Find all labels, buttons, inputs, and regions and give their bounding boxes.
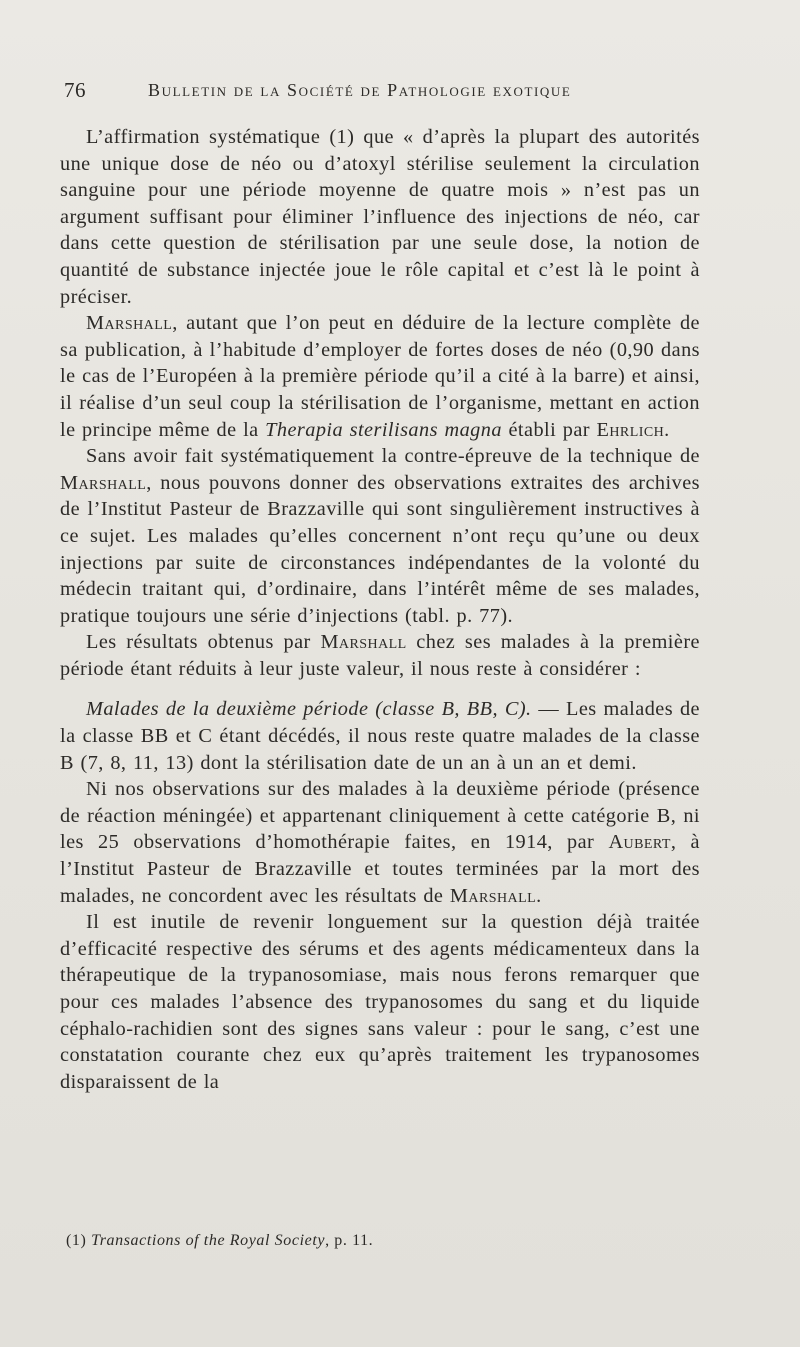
text-segment: , nous pouvons donner des observations extraites des archives de l’Institut Pasteur de Brazzaville qui sont singulièrement instructives à ce sujet. Les malades qu’elles concernent n’ont reçu qu’une ou deux injections par suite de circonstances indépendantes de la volonté du médecin traitant qui, d’ordinaire, dans l’intérêt même de ses malades, pratique toujours une série d’injections (tabl. p. 77). (60, 471, 700, 627)
paragraph-marshall-doses (60, 310, 700, 443)
footnote-marker: (1) (66, 1232, 87, 1249)
text-segment: établi par (501, 418, 597, 441)
text-segment: , à l’Institut Pasteur de Brazzaville et toutes terminées par la mort des malades, ne concordent avec les résultats de (60, 831, 700, 907)
paragraph-resultats (60, 629, 700, 682)
body-text (60, 124, 700, 1095)
text-segment: , autant que l’on peut en déduire de la lecture complète de sa publication, à l’habitude d’employer de fortes doses de néo (0,90 dans le cas de l’Européen à la première période qu’il a cité à la barre) et ainsi, il réalise d’un seul coup la stérilisation de l’organisme, mettant en action le principe même de la (60, 312, 700, 441)
latin-term: Therapia sterilisans magna (265, 418, 502, 441)
text-segment: — Les malades de la classe BB et C étant décédés, il nous reste quatre malades de la classe B (7, 8, 11, 13) dont la stérilisation date de un an à un an et demi. (60, 698, 700, 774)
paragraph-observations (60, 776, 700, 909)
author-name: Marshall (320, 631, 407, 654)
paragraph-inutile: Il est inutile de revenir longuement sur la question déjà traitée d’efficacité respective des sérums et des agents médicamenteux dans la thérapeutique de la trypanosomiase, mais nous ferons remarquer que pour ces malades l’absence des trypanosomes du sang et du liquide céphalo-rachidien sont des signes sans valeur : pour le sang, c’est une constatation courante chez eux qu’après traitement les trypanosomes disparaissent de la (60, 911, 700, 1093)
paragraph-deuxieme-periode (60, 696, 700, 776)
text-segment: chez ses malades à la première période étant réduits à leur juste valeur, il nous reste à considérer : (60, 631, 700, 680)
paragraph-contre-epreuve (60, 443, 700, 629)
text-segment: Sans avoir fait systématiquement la contre-épreuve de la technique de (86, 445, 700, 468)
text-segment: Les résultats obtenus par (86, 631, 321, 654)
page-number: 76 (64, 78, 86, 102)
text-segment: . (664, 418, 670, 441)
author-name: Marshall (60, 471, 147, 494)
author-name: Marshall (449, 884, 537, 907)
footnote (66, 1232, 373, 1250)
author-name: Ehrlich (596, 418, 665, 441)
running-head: Bulletin de la Société de Pathologie exotique (148, 80, 572, 100)
paragraph-affirmation: L’affirmation systématique (1) que « d’après la plupart des autorités une unique dose de néo ou d’atoxyl stérilise seulement la circulation sanguine pour une période moyenne de quatre mois » n’est pas un argument suffisant pour éliminer l’influence des injections de néo, car dans cette question de stérilisation par une seule dose, la notion de quantité de substance injectée joue le rôle capital et c’est là le point à préciser. (60, 126, 700, 308)
text-segment: Ni nos observations sur des malades à la deuxième période (présence de réaction méningée) et appartenant cliniquement à cette catégorie B, ni les 25 observations d’homothérapie faites, en 1914, par (60, 778, 700, 854)
section-heading: Malades de la deuxième période (classe B, BB, C). (86, 698, 532, 721)
author-name: Marshall (86, 312, 173, 335)
footnote-title: Transactions of the Royal Society (91, 1232, 326, 1249)
footnote-text: , p. 11. (325, 1232, 374, 1249)
author-name: Aubert (608, 831, 671, 854)
text-segment: . (536, 884, 542, 907)
